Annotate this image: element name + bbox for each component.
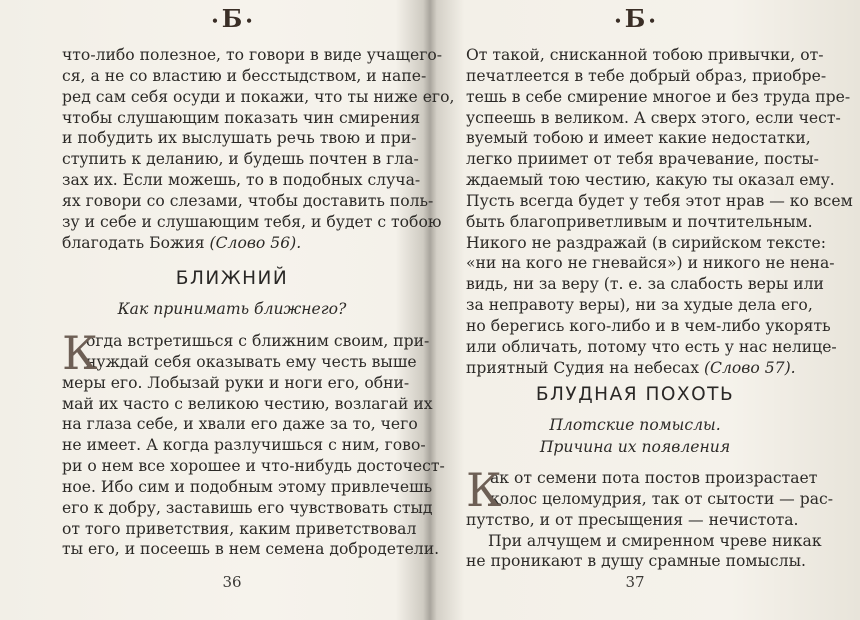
text-line: ях говори со слезами, чтобы доставить поль- <box>62 191 434 210</box>
paragraph <box>466 463 834 572</box>
text-line: легко приимет от тебя врачевание, посты- <box>466 150 819 169</box>
text-line: ждаемый тою честию, какую ты оказал ему. <box>466 171 835 190</box>
text-line: Пусть всегда будет у тебя этот нрав — ко всем <box>466 191 853 210</box>
text-line: ри о нем все хорошее и что-нибудь досточест- <box>62 457 445 476</box>
section-subtitle: Плотские помыслы. <box>549 416 721 434</box>
citation-reference: (Слово 56). <box>209 233 302 252</box>
text-line-last <box>62 233 402 254</box>
header-ornament <box>466 4 804 33</box>
ornament-dot-icon: • <box>648 13 656 28</box>
text-line: ты его, и посеешь в нем семена добродетели. <box>62 540 440 559</box>
header-ornament <box>62 4 402 33</box>
text-line: или обличать, потому что есть у нас нелице- <box>466 337 837 356</box>
ornament-dot-icon: • <box>211 13 219 28</box>
ornament-dot-icon: • <box>245 13 253 28</box>
section-title: БЛИЖНИЙ <box>175 268 289 289</box>
text-fragment: приятный Судия на небесах <box>466 358 699 377</box>
left-page <box>62 0 455 620</box>
text-line: От такой, снисканной тобою привычки, от- <box>466 46 824 64</box>
drop-cap-letter: К <box>466 463 502 517</box>
text-line: меры его. Лобызай руки и ноги его, обни- <box>62 373 410 392</box>
text-line: зах их. Если можешь, то в подобных случа- <box>62 171 421 190</box>
section-subtitle: Причина их появления <box>539 438 731 456</box>
text-line: огда встретишься с ближним своим, при- <box>86 332 430 350</box>
text-line: от того приветствия, каким приветствовал <box>62 519 417 538</box>
section-title: БЛУДНАЯ ПОХОТЬ <box>535 384 735 405</box>
text-line: не имеет. А когда разлучишься с ним, гово- <box>62 436 426 455</box>
text-line: его к добру, заставишь его чувствовать стыд <box>62 498 433 517</box>
text-fragment: благодать Божия <box>62 233 205 252</box>
text-line: не проникают в душу срамные помыслы. <box>466 552 806 571</box>
paragraph-continued <box>466 45 853 379</box>
right-page <box>466 0 853 620</box>
text-line: ред сам себя осуди и покажи, что ты ниже его, <box>62 87 455 106</box>
ornament-dot-icon: • <box>614 13 622 28</box>
text-line: тешь в себе смирение многое и без труда пре- <box>466 87 851 106</box>
text-line: успеешь в великом. А сверх этого, если чест- <box>466 108 841 127</box>
text-line: ак от семени пота постов произрастает <box>490 469 818 487</box>
text-line-last <box>466 358 804 379</box>
text-line: чтобы слушающим показать чин смирения <box>62 108 421 127</box>
text-line: ное. Ибо сим и подобным этому привлечешь <box>62 477 433 496</box>
drop-cap-letter: К <box>62 326 98 380</box>
header-letter: Б <box>221 4 243 33</box>
page-number: 36 <box>222 573 242 591</box>
text-line: Никого не раздражай (в сирийском тексте: <box>466 233 826 252</box>
text-line: за неправоту веры), ни за худые дела его, <box>466 296 813 315</box>
text-line: зу и себе и слушающим тебя, и будет с тобою <box>62 212 442 231</box>
text-line: путство, и от пресыщения — нечистота. <box>466 510 799 529</box>
text-line: ступить к деланию, и будешь почтен в гла- <box>62 150 419 169</box>
citation-reference: (Слово 57). <box>703 358 796 377</box>
text-line: и побудить их выслушать речь твою и при- <box>62 129 417 148</box>
text-line: нуждай себя оказывать ему честь выше <box>86 352 417 371</box>
header-letter: Б <box>624 4 646 33</box>
text-line: быть благоприветливым и почтительным. <box>466 212 813 231</box>
text-line: май их часто с великою честию, возлагай их <box>62 394 433 413</box>
text-line: но берегись кого-либо и в чем-либо укорять <box>466 316 831 335</box>
paragraph <box>62 326 445 560</box>
text-line: ся, а не со властию и бесстыдством, и напе- <box>62 66 427 85</box>
text-line: на глаза себе, и хвали его даже за то, чего <box>62 415 418 434</box>
text-line: «ни на кого не гневайся») и никого не нена- <box>466 254 835 273</box>
section-subtitle: Как принимать ближнего? <box>117 300 347 318</box>
text-line: печатлеется в тебе добрый образ, приобре- <box>466 66 827 85</box>
paragraph-continued <box>62 45 455 253</box>
text-line: При алчущем и смиренном чреве никак <box>488 531 822 550</box>
text-line: вуемый тобою и имеет какие недостатки, <box>466 129 811 148</box>
text-line: колос целомудрия, так от сытости — рас- <box>490 489 834 508</box>
page-number: 37 <box>625 573 645 591</box>
text-line: видь, ни за веру (т. е. за слабость веры или <box>466 275 824 294</box>
text-line: что-либо полезное, то говори в виде учащего- <box>62 46 443 64</box>
